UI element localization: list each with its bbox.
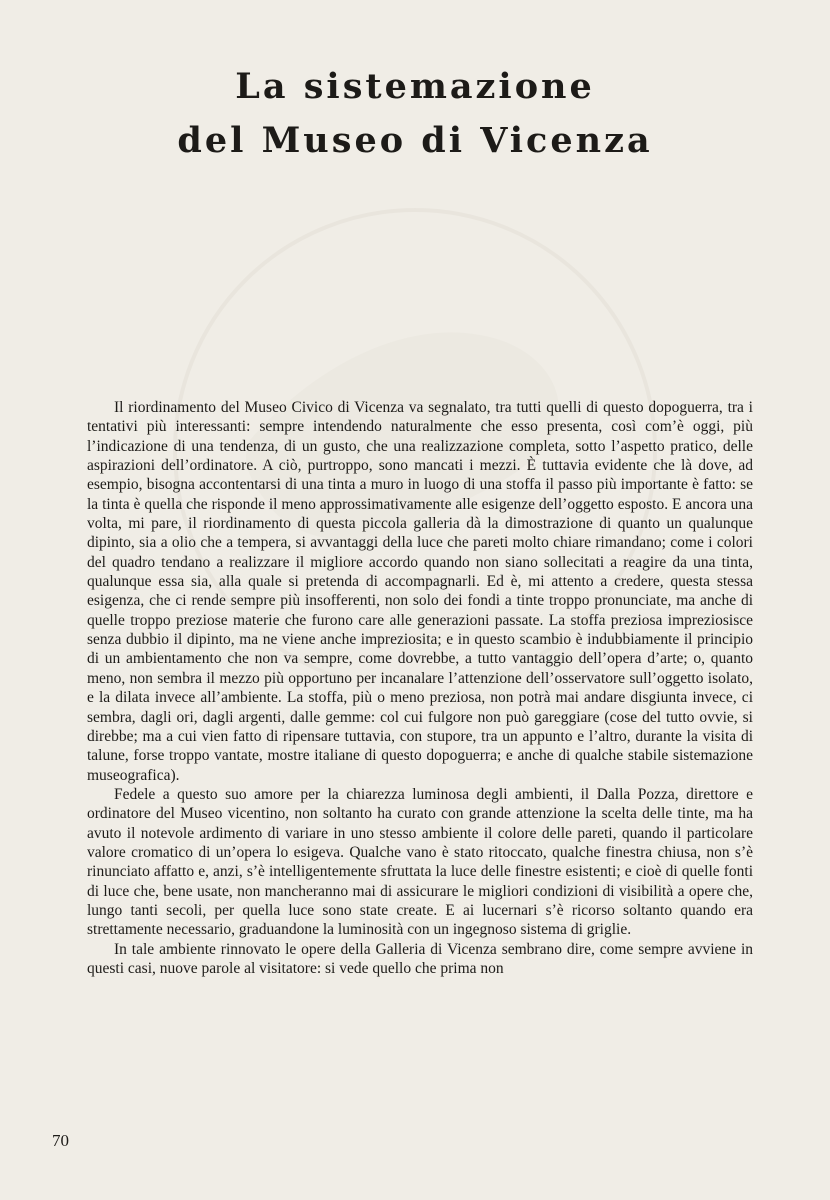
title-line-2: del Museo di Vicenza (177, 120, 653, 161)
paragraph-2: Fedele a questo suo amore per la chiarezza luminosa degli ambienti, il Dalla Pozza, direttore e ordinatore del Museo vicentino, non soltanto ha curato con grande attenzione la scelta delle tinte, ma ha avuto il notevole ardimento di variare in uno stesso ambiente il colore delle pareti, quando il particolare valore cromatico di un’opera lo esigeva. Qualche vano è stato ritoccato, qualche finestra chiusa, non s’è rinunciato affatto e, anzi, s’è intelligentemente sfruttata la luce delle finestre esistenti; e cioè di quelle fonti di luce che, bene usate, non mancheranno mai di assicurare le migliori condizioni di visibilità a opere che, lungo tanti secoli, per quella luce sono state create. E ai lucernari s’è ricorso soltanto quando era strettamente necessario, graduandone la luminosità con un ingegnoso sistema di griglie. (87, 785, 753, 939)
article-title (0, 60, 830, 168)
paragraph-3: In tale ambiente rinnovato le opere della Galleria di Vicenza sembrano dire, come sempre avviene in questi casi, nuove parole al visitatore: si vede quello che prima non (87, 940, 753, 977)
article-body (87, 398, 753, 978)
paragraph-1: Il riordinamento del Museo Civico di Vicenza va segnalato, tra tutti quelli di questo dopoguerra, tra i tentativi più interessanti: sempre intendendo naturalmente che esso presenta, così com’è oggi, più l’indicazione di una tendenza, di un gusto, che una realizzazione completa, sotto l’aspetto pratico, delle aspirazioni dell’ordinatore. A ciò, purtroppo, sono mancati i mezzi. È tuttavia evidente che là dove, ad esempio, bisogna accontentarsi di una tinta a muro in luogo di una stoffa il passo più importante è fatto: se la tinta è quella che risponde il meno approssimativamente alle esigenze dell’oggetto esposto. E ancora una volta, mi pare, il riordinamento di questa piccola galleria dà la dimostrazione di quanto un qualunque dipinto, sia a olio che a tempera, si avvantaggi della luce che pareti molto chiare rimandano; come i colori del quadro tendano a realizzare il migliore accordo quando non siano sollecitati a reagire da una tinta, qualunque essa sia, alla quale si pretenda di accompagnarli. Ed è, mi attento a credere, questa stessa esigenza, che ci rende sempre più insofferenti, non solo dei fondi a tinte troppo pronunciate, ma anche di quelle troppo preziose materie che furono care alle generazioni passate. La stoffa preziosa impreziosisce senza dubbio il dipinto, ma ne viene anche impreziosita; e in questo scambio è indubbiamente il principio di un ambientamento che non va sempre, come dovrebbe, a tutto vantaggio dell’opera d’arte; o, quanto meno, non sembra il mezzo più opportuno per incanalare l’attenzione dell’osservatore sull’oggetto isolato, e la dilata invece all’ambiente. La stoffa, più o meno preziosa, non potrà mai andare disgiunta invece, ci sembra, dagli ori, dagli argenti, dalle gemme: col cui fulgore non può gareggiare (cose del tutto ovvie, si direbbe; ma a cui vien fatto di ripensare tuttavia, con stupore, tra un appunto e l’altro, durante la visita di talune, forse troppo vantate, mostre italiane di questo dopoguerra; e anche di qualche stabile sistemazione museografica). (87, 399, 753, 784)
page-number: 70 (52, 1131, 69, 1150)
title-line-1: La sistemazione (235, 66, 595, 107)
